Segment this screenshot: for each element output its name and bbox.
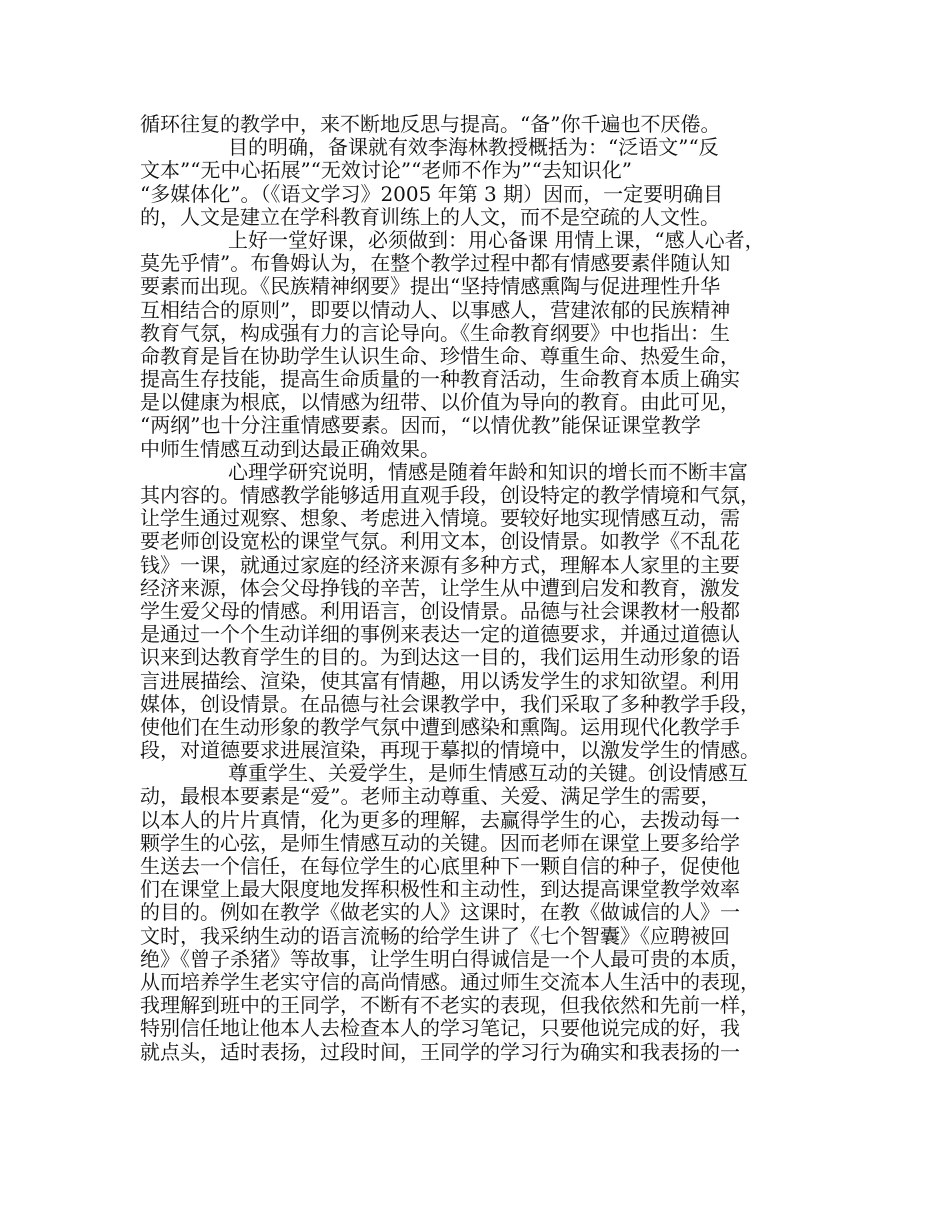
text-line: 们在课堂上最大限度地发挥积极性和主动性，到达提高课堂教学效率 [140, 877, 740, 902]
text-line: 颗学生的心弦，是师生情感互动的关键。因而老师在课堂上要多给学 [140, 830, 740, 855]
text-line: 言进展描绘、渲染，使其富有情趣，用以诱发学生的求知欲望。利用 [140, 668, 740, 693]
text-line: 要老师创设宽松的课堂气氛。利用文本，创设情景。如教学《不乱花 [140, 529, 740, 554]
text-line: 其内容的。情感教学能够适用直观手段，创设特定的教学情境和气氛， [140, 483, 760, 507]
text-line: 的目的。例如在教学《做老实的人》这课时，在教《做诚信的人》一 [140, 900, 740, 925]
text-line: 提高生存技能，提高生命质量的一种教育活动，生命教育本质上确实 [140, 367, 740, 392]
paragraph-start-line: 目的明确，备课就有效李海林教授概括为：“泛语文”“反 [228, 135, 719, 160]
text-line: 命教育是旨在协助学生认识生命、珍惜生命、尊重生命、热爱生命， [140, 343, 740, 368]
text-line: 从而培养学生老实守信的高尚情感。通过师生交流本人生活中的表现， [140, 969, 760, 994]
text-line: 生送去一个信任，在每位学生的心底里种下一颗自信的种子，促使他 [140, 854, 740, 878]
paragraph-start-line: 心理学研究说明，情感是随着年龄和知识的增长而不断丰富 [228, 459, 748, 484]
text-line: 让学生通过观察、想象、考虑进入情境。要较好地实现情感互动，需 [140, 506, 740, 531]
text-line: 学生爱父母的情感。利用语言，创设情景。品德与社会课教材一般都 [140, 598, 740, 623]
text-line: 就点头，适时表扬，过段时间，王同学的学习行为确实和我表扬的一 [140, 1039, 740, 1064]
text-line: 的，人文是建立在学科教育训练上的人文，而不是空疏的人文性。 [140, 204, 720, 229]
text-line: 识来到达教育学生的目的。为到达这一目的，我们运用生动形象的语 [140, 645, 740, 670]
text-line: 教育气氛，构成强有力的言论导向。《生命教育纲要》中也指出：生 [140, 320, 730, 345]
text-line: 是通过一个个生动详细的事例来表达一定的道德要求，并通过道德认 [140, 622, 740, 647]
text-line: 段，对道德要求进展渲染，再现于摹拟的情境中，以激发学生的情感。 [140, 738, 760, 763]
text-line: 中师生情感互动到达最正确效果。 [140, 436, 440, 461]
paragraph-start-line: 上好一堂好课，必须做到：用心备课 用情上课，“感人心者， [228, 227, 765, 252]
text-line: 以本人的片片真情，化为更多的理解，去赢得学生的心，去拨动每一 [140, 807, 740, 832]
text-line: 经济来源，体会父母挣钱的辛苦，让学生从中遭到启发和教育，激发 [140, 575, 740, 600]
text-line: 互相结合的原则”，即要以情动人、以事感人，营建浓郁的民族精神 [140, 297, 731, 322]
text-line: 我理解到班中的王同学，不断有不老实的表现，但我依然和先前一样， [140, 993, 760, 1018]
text-line: 循环往复的教学中，来不断地反思与提高。“备”你千遍也不厌倦。 [140, 112, 721, 136]
text-line: 要素而出现。《民族精神纲要》提出“坚持情感熏陶与促进理性升华 [140, 274, 721, 299]
text-line: 媒体，创设情景。在品德与社会课教学中，我们采取了多种教学手段， [140, 691, 760, 716]
text-line: 是以健康为根底，以情感为纽带、以价值为导向的教育。由此可见， [140, 390, 740, 415]
text-line: 文本”“无中心拓展”“无效讨论”“老师不作为”“去知识化” [140, 158, 633, 183]
text-line: 使他们在生动形象的教学气氛中遭到感染和熏陶。运用现代化教学手 [140, 714, 740, 739]
text-line: 莫先乎情”。布鲁姆认为，在整个教学过程中都有情感要素伴随认知 [140, 251, 731, 276]
text-line: 绝》《曾子杀猪》等故事，让学生明白得诚信是一个人最可贵的本质， [140, 946, 750, 971]
text-line: “多媒体化”。（《语文学习》2005 年第 3 期）因而，一定要明确目 [140, 181, 724, 206]
text-line: 动，最根本要素是“爱”。老师主动尊重、关爱、满足学生的需要， [140, 784, 721, 809]
document-body [140, 113, 830, 1064]
text-line: 特别信任地让他本人去检查本人的学习笔记，只要他说完成的好，我 [140, 1016, 740, 1041]
text-line: “两纲”也十分注重情感要素。因而，“以情优教”能保证课堂教学 [140, 413, 701, 438]
text-line: 钱》一课，就通过家庭的经济来源有多种方式，理解本人家里的主要 [140, 552, 740, 577]
paragraph-start-line: 尊重学生、关爱学生，是师生情感互动的关键。创设情感互 [228, 761, 748, 786]
text-line: 文时，我采纳生动的语言流畅的给学生讲了《七个智囊》《应聘被回 [140, 923, 730, 948]
